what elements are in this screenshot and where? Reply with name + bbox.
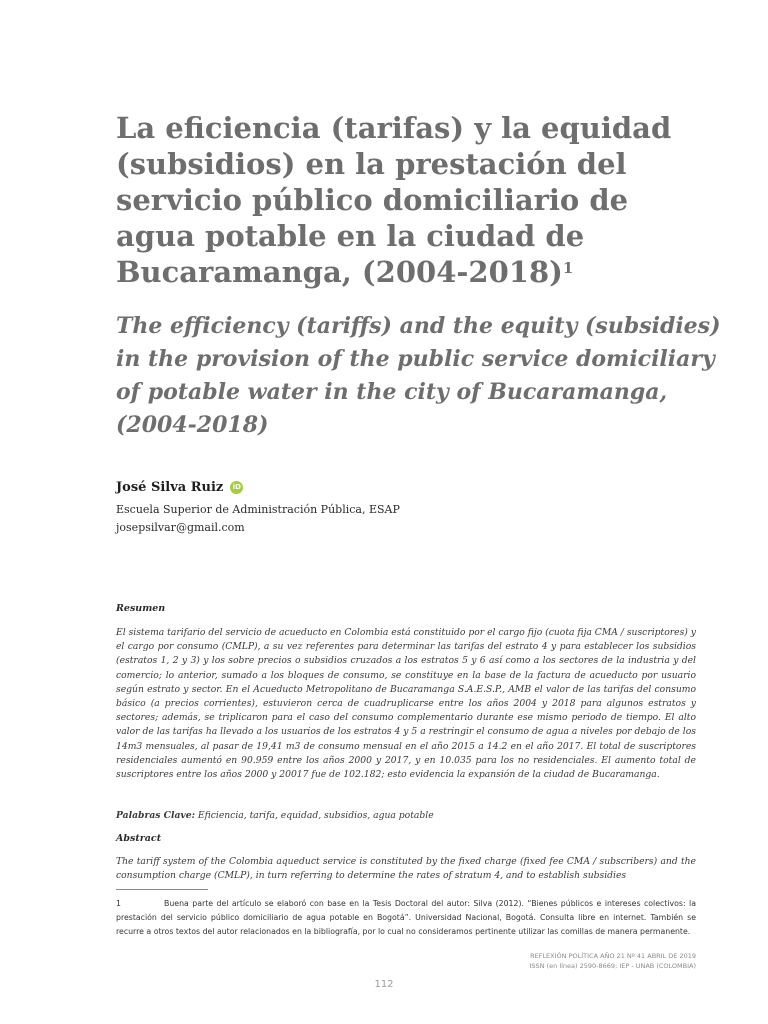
author-name: José Silva Ruiz <box>116 480 224 495</box>
journal-info-line1: REFLEXIÓN POLÍTICA AÑO 21 Nº 41 ABRIL DE 2019 <box>530 952 696 960</box>
abstract-heading: Abstract <box>116 833 162 844</box>
keywords-label: Palabras Clave: <box>116 810 195 821</box>
page-number: 112 <box>374 979 394 990</box>
resumen-heading: Resumen <box>116 603 166 614</box>
footnote-number: 1 <box>116 899 121 908</box>
abstract-text: The tariff system of the Colombia aqueduct service is constituted by the fixed charge (fixed fee CMA / subscribers) and the consumption charge (CMLP), in turn referring to determine the rates of stratum 4, and to establish subsidies <box>116 856 696 882</box>
footnote <box>116 897 696 940</box>
title-spanish <box>116 110 716 290</box>
author-line <box>116 480 243 495</box>
author-email[interactable]: josepsilvar@gmail.com <box>116 521 245 534</box>
orcid-icon[interactable]: iD <box>230 481 243 494</box>
footnote-divider <box>116 889 208 890</box>
keywords-text: Eficiencia, tarifa, equidad, subsidios, agua potable <box>197 810 434 821</box>
author-affiliation: Escuela Superior de Administración Pública, ESAP <box>116 503 400 516</box>
title-spanish-text: La eficiencia (tarifas) y la equidad (subsidios) en la prestación del servicio público domiciliario de agua potable en la ciudad de Bucaramanga, (2004-2018) <box>116 111 672 289</box>
keywords <box>116 810 696 821</box>
resumen-text: El sistema tarifario del servicio de acueducto en Colombia está constituido por el cargo fijo (cuota fija CMA / suscriptores) y el cargo por consumo (CMLP), a su vez referentes para determinar las tarifas del estrato 4 y para establecer los subsidios (estratos 1, 2 y 3) y los sobre precios o subsidios cruzados a los estratos 5 y 6 así como a los sectores de la industria y del comercio; lo anterior, sumado a los bloques de consumo, se constituye en la base de la factura de acueducto por usuario según estrato y sector. En el Acueducto Metropolitano de Bucaramanga S.A.E.S.P., AMB el valor de las tarifas del consumo básico (a precios corrientes), estuvieron cerca de cuadruplicarse entre los años 2004 y 2018 para algunos estratos y sectores; además, se triplicaron para el caso del consumo complementario durante ese mismo periodo de tiempo. El alto valor de las tarifas ha llevado a los usuarios de los estratos 4 y 5 a restringir el consumo de agua a niveles por debajo de los 14m3 mensuales, al pasar de 19,41 m3 de consumo mensual en el año 2015 a 14.2 en el año 2017. El total de suscriptores residenciales aumentó en 90.959 entre los años 2000 y 2017, y en 10.035 para los no residenciales. El aumento total de suscriptores entre los años 2000 y 20017 fue de 102.182; esto evidencia la expansión de la ciudad de Bucaramanga. <box>116 627 696 781</box>
journal-info <box>530 952 697 971</box>
footnote-text: Buena parte del artículo se elaboró con base en la Tesis Doctoral del autor: Silva (2012). “Bienes públicos e intereses colectivos: la prestación del servicio público domiciliario de agua potable en Bogotá”. Universidad Nacional, Bogotá. Consulta libre en internet. También se recurre a otros textos del autor relacionados en la bibliografía, por lo cual no consideramos pertinente utilizar las comillas de manera permanente. <box>116 899 696 937</box>
journal-info-line2: ISSN (en línea) 2590-8669; IEP - UNAB (COLOMBIA) <box>529 961 696 970</box>
title-english: The efficiency (tariffs) and the equity (subsidies) in the provision of the public service domiciliary of potable water in the city of Bucaramanga, (2004-2018) <box>116 313 721 438</box>
title-footnote-mark[interactable]: 1 <box>562 259 574 277</box>
